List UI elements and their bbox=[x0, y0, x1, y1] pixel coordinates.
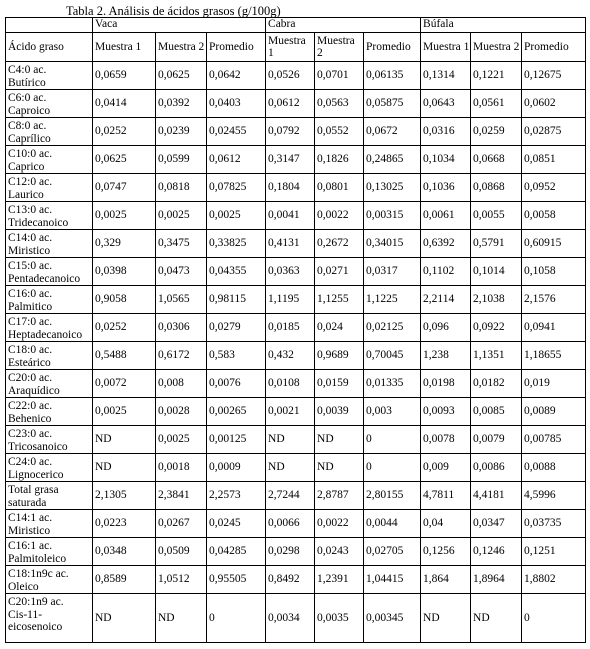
value-cell-bufala-promedio: 2,1576 bbox=[522, 286, 586, 314]
table-row bbox=[6, 90, 586, 118]
value-cell-bufala-promedio: 4,5996 bbox=[522, 482, 586, 510]
acid-name-line: C14:0 ac. bbox=[8, 232, 53, 244]
value-cell-bufala-muestra-1: 2,2114 bbox=[421, 286, 471, 314]
table-row bbox=[6, 426, 586, 454]
value-cell-bufala-muestra-2: 0,0561 bbox=[471, 90, 522, 118]
acid-name-line: C12:0 ac. bbox=[8, 176, 53, 188]
acid-name-line: C13:0 ac. bbox=[8, 204, 53, 216]
value-cell-cabra-muestra-2: 0,0701 bbox=[315, 62, 364, 90]
acid-name-line: C6:0 ac. bbox=[8, 92, 47, 104]
column-header-vaca-muestra-2: Muestra 2 bbox=[156, 33, 207, 62]
value-cell-cabra-promedio: 0,0317 bbox=[364, 258, 421, 286]
value-cell-vaca-promedio: 0,0025 bbox=[207, 202, 266, 230]
value-cell-cabra-muestra-1: 0,0034 bbox=[266, 594, 315, 643]
value-cell-bufala-muestra-1: 0,096 bbox=[421, 314, 471, 342]
value-cell-cabra-muestra-2: 0,0801 bbox=[315, 174, 364, 202]
acid-name-line: C22:0 ac. bbox=[8, 400, 53, 412]
value-cell-bufala-muestra-2: 0,0868 bbox=[471, 174, 522, 202]
value-cell-cabra-muestra-1: 0,4131 bbox=[266, 230, 315, 258]
value-cell-vaca-promedio: 0,98115 bbox=[207, 286, 266, 314]
table-row bbox=[6, 230, 586, 258]
group-header-cabra: Cabra bbox=[266, 18, 421, 33]
value-cell-bufala-muestra-2: 0,0347 bbox=[471, 510, 522, 538]
column-header-vaca-promedio: Promedio bbox=[207, 33, 266, 62]
acid-name-cell bbox=[6, 146, 93, 174]
acid-name-line: Behenico bbox=[8, 412, 52, 425]
acid-name-line: C20:1n9 ac. bbox=[8, 596, 64, 608]
acid-name-cell bbox=[6, 342, 93, 370]
value-cell-vaca-muestra-2: ND bbox=[156, 594, 207, 643]
acid-name-line: Palmitico bbox=[8, 300, 53, 313]
value-cell-vaca-muestra-1: ND bbox=[93, 594, 156, 643]
value-cell-vaca-muestra-2: 0,6172 bbox=[156, 342, 207, 370]
value-cell-bufala-promedio: 0,12675 bbox=[522, 62, 586, 90]
value-cell-bufala-promedio: 0,0088 bbox=[522, 454, 586, 482]
value-cell-cabra-muestra-2: 1,1255 bbox=[315, 286, 364, 314]
acid-name-line: Tridecanoico bbox=[8, 216, 69, 229]
acid-name-cell bbox=[6, 594, 93, 643]
value-cell-cabra-muestra-2: 0,0039 bbox=[315, 398, 364, 426]
acid-name-cell bbox=[6, 454, 93, 482]
value-cell-bufala-promedio: 0,60915 bbox=[522, 230, 586, 258]
value-cell-bufala-muestra-2: 2,1038 bbox=[471, 286, 522, 314]
value-cell-cabra-promedio: 0,00345 bbox=[364, 594, 421, 643]
value-cell-bufala-promedio: 0,0602 bbox=[522, 90, 586, 118]
table-row bbox=[6, 202, 586, 230]
value-cell-vaca-promedio: 0,00125 bbox=[207, 426, 266, 454]
value-cell-cabra-promedio: 1,1225 bbox=[364, 286, 421, 314]
value-cell-vaca-promedio: 0 bbox=[207, 594, 266, 643]
value-cell-bufala-muestra-2: 0,1246 bbox=[471, 538, 522, 566]
acid-name-line: Caprico bbox=[8, 160, 45, 173]
acid-name-line: Pentadecanoico bbox=[8, 272, 81, 285]
table-row bbox=[6, 258, 586, 286]
value-cell-cabra-promedio: 2,80155 bbox=[364, 482, 421, 510]
value-cell-bufala-muestra-1: 0,1256 bbox=[421, 538, 471, 566]
acid-name-cell bbox=[6, 118, 93, 146]
group-header-row bbox=[6, 18, 586, 33]
value-cell-vaca-muestra-1: 0,0223 bbox=[93, 510, 156, 538]
value-cell-cabra-promedio: 0,00315 bbox=[364, 202, 421, 230]
value-cell-cabra-muestra-1: 0,0298 bbox=[266, 538, 315, 566]
value-cell-cabra-promedio: 0 bbox=[364, 454, 421, 482]
value-cell-cabra-promedio: 0,70045 bbox=[364, 342, 421, 370]
value-cell-cabra-muestra-1: ND bbox=[266, 426, 315, 454]
acid-name-line: Laurico bbox=[8, 188, 44, 201]
column-header-cabra-muestra-2: Muestra 2 bbox=[315, 33, 364, 62]
value-cell-vaca-muestra-2: 0,008 bbox=[156, 370, 207, 398]
value-cell-vaca-promedio: 0,0403 bbox=[207, 90, 266, 118]
acid-name-cell bbox=[6, 202, 93, 230]
value-cell-cabra-muestra-2: 0,0271 bbox=[315, 258, 364, 286]
value-cell-cabra-muestra-2: 0,0159 bbox=[315, 370, 364, 398]
table-row bbox=[6, 538, 586, 566]
value-cell-vaca-muestra-1: 0,0348 bbox=[93, 538, 156, 566]
acid-name-line: C14:1 ac. bbox=[8, 512, 53, 524]
value-cell-vaca-muestra-1: 0,0252 bbox=[93, 118, 156, 146]
group-header-vaca: Vaca bbox=[93, 18, 266, 33]
value-cell-cabra-muestra-1: 0,0066 bbox=[266, 510, 315, 538]
acid-name-cell bbox=[6, 398, 93, 426]
acid-name-line: Oleico bbox=[8, 580, 39, 593]
value-cell-bufala-muestra-1: 0,0198 bbox=[421, 370, 471, 398]
acid-name-cell bbox=[6, 426, 93, 454]
value-cell-bufala-muestra-1: 0,1036 bbox=[421, 174, 471, 202]
acid-name-line: C17:0 ac. bbox=[8, 316, 53, 328]
acid-name-line: Butírico bbox=[8, 76, 46, 89]
value-cell-bufala-muestra-1: 0,0093 bbox=[421, 398, 471, 426]
column-header-acid: Ácido graso bbox=[6, 33, 93, 62]
table-row bbox=[6, 62, 586, 90]
value-cell-vaca-promedio: 0,0245 bbox=[207, 510, 266, 538]
value-cell-bufala-muestra-2: 0,0079 bbox=[471, 426, 522, 454]
value-cell-bufala-muestra-2: 4,4181 bbox=[471, 482, 522, 510]
table-row bbox=[6, 174, 586, 202]
value-cell-cabra-muestra-1: 0,8492 bbox=[266, 566, 315, 594]
table-row bbox=[6, 482, 586, 510]
acid-name-cell bbox=[6, 566, 93, 594]
value-cell-cabra-promedio: 0,24865 bbox=[364, 146, 421, 174]
value-cell-cabra-muestra-1: 0,0612 bbox=[266, 90, 315, 118]
group-header-empty-cell bbox=[6, 18, 93, 33]
value-cell-cabra-promedio: 0,02125 bbox=[364, 314, 421, 342]
value-cell-cabra-muestra-1: 0,1804 bbox=[266, 174, 315, 202]
value-cell-bufala-muestra-2: 0,5791 bbox=[471, 230, 522, 258]
value-cell-bufala-muestra-2: 0,1014 bbox=[471, 258, 522, 286]
value-cell-cabra-muestra-1: 0,0526 bbox=[266, 62, 315, 90]
acid-name-line: C20:0 ac. bbox=[8, 372, 53, 384]
value-cell-bufala-promedio: 0,1251 bbox=[522, 538, 586, 566]
value-cell-cabra-promedio: 1,04415 bbox=[364, 566, 421, 594]
value-cell-vaca-promedio: 0,04355 bbox=[207, 258, 266, 286]
value-cell-vaca-promedio: 0,00265 bbox=[207, 398, 266, 426]
value-cell-cabra-muestra-2: 0,0022 bbox=[315, 510, 364, 538]
acid-name-cell bbox=[6, 314, 93, 342]
value-cell-vaca-muestra-2: 0,0473 bbox=[156, 258, 207, 286]
value-cell-bufala-muestra-1: 0,0061 bbox=[421, 202, 471, 230]
value-cell-bufala-promedio: 0 bbox=[522, 594, 586, 643]
value-cell-vaca-muestra-2: 0,0025 bbox=[156, 202, 207, 230]
value-cell-cabra-muestra-2: 0,1826 bbox=[315, 146, 364, 174]
column-header-cabra-promedio: Promedio bbox=[364, 33, 421, 62]
value-cell-vaca-muestra-2: 0,0625 bbox=[156, 62, 207, 90]
value-cell-vaca-muestra-1: 0,0659 bbox=[93, 62, 156, 90]
acid-name-line: Tricosanoico bbox=[8, 440, 68, 453]
table-row bbox=[6, 510, 586, 538]
value-cell-bufala-promedio: 1,18655 bbox=[522, 342, 586, 370]
acid-name-cell bbox=[6, 286, 93, 314]
acid-name-line: Total grasa bbox=[8, 484, 59, 496]
value-cell-bufala-muestra-2: 0,0182 bbox=[471, 370, 522, 398]
value-cell-cabra-muestra-1: 0,0108 bbox=[266, 370, 315, 398]
value-cell-vaca-promedio: 0,33825 bbox=[207, 230, 266, 258]
value-cell-bufala-muestra-1: 0,009 bbox=[421, 454, 471, 482]
value-cell-bufala-muestra-2: 1,8964 bbox=[471, 566, 522, 594]
value-cell-cabra-muestra-1: 0,0792 bbox=[266, 118, 315, 146]
value-cell-vaca-muestra-1: 0,0072 bbox=[93, 370, 156, 398]
acid-name-line: C8:0 ac. bbox=[8, 120, 47, 132]
value-cell-vaca-muestra-2: 0,0818 bbox=[156, 174, 207, 202]
value-cell-cabra-promedio: 0,05875 bbox=[364, 90, 421, 118]
table-row bbox=[6, 566, 586, 594]
value-cell-cabra-promedio: 0,0672 bbox=[364, 118, 421, 146]
table-row bbox=[6, 454, 586, 482]
value-cell-bufala-muestra-1: 1,238 bbox=[421, 342, 471, 370]
acid-name-line: Esteárico bbox=[8, 356, 51, 369]
column-header-bufala-muestra-2: Muestra 2 bbox=[471, 33, 522, 62]
value-cell-vaca-promedio: 0,04285 bbox=[207, 538, 266, 566]
acid-name-line: eicosenoico bbox=[8, 621, 63, 633]
value-cell-cabra-muestra-1: 0,0363 bbox=[266, 258, 315, 286]
acid-name-line: Miristico bbox=[8, 524, 51, 537]
value-cell-cabra-muestra-1: ND bbox=[266, 454, 315, 482]
value-cell-vaca-muestra-2: 0,0306 bbox=[156, 314, 207, 342]
value-cell-cabra-muestra-2: 0,0035 bbox=[315, 594, 364, 643]
value-cell-cabra-muestra-1: 1,1195 bbox=[266, 286, 315, 314]
column-header-cabra-muestra-1: Muestra 1 bbox=[266, 33, 315, 62]
value-cell-vaca-muestra-2: 0,0509 bbox=[156, 538, 207, 566]
table-row bbox=[6, 370, 586, 398]
value-cell-vaca-promedio: 0,02455 bbox=[207, 118, 266, 146]
value-cell-bufala-promedio: 0,0851 bbox=[522, 146, 586, 174]
group-header-bufala: Búfala bbox=[421, 18, 586, 33]
acid-name-line: C4:0 ac. bbox=[8, 64, 47, 76]
acid-name-cell bbox=[6, 538, 93, 566]
value-cell-cabra-promedio: 0 bbox=[364, 426, 421, 454]
table-row bbox=[6, 146, 586, 174]
value-cell-vaca-muestra-2: 0,0392 bbox=[156, 90, 207, 118]
value-cell-bufala-promedio: 0,1058 bbox=[522, 258, 586, 286]
value-cell-vaca-muestra-1: 0,0747 bbox=[93, 174, 156, 202]
value-cell-vaca-promedio: 0,0279 bbox=[207, 314, 266, 342]
value-cell-cabra-muestra-1: 0,0021 bbox=[266, 398, 315, 426]
value-cell-cabra-muestra-2: 0,9689 bbox=[315, 342, 364, 370]
value-cell-bufala-muestra-2: 0,1221 bbox=[471, 62, 522, 90]
table-row bbox=[6, 594, 586, 643]
value-cell-bufala-promedio: 0,0058 bbox=[522, 202, 586, 230]
value-cell-cabra-muestra-1: 2,7244 bbox=[266, 482, 315, 510]
value-cell-vaca-muestra-2: 1,0512 bbox=[156, 566, 207, 594]
value-cell-vaca-muestra-1: 0,5488 bbox=[93, 342, 156, 370]
acid-name-line: C16:0 ac. bbox=[8, 288, 53, 300]
acid-name-line: C15:0 ac. bbox=[8, 260, 53, 272]
table-caption: Tabla 2. Análisis de ácidos grasos (g/100g) bbox=[66, 4, 281, 18]
acid-name-line: C10:0 ac. bbox=[8, 148, 53, 160]
value-cell-vaca-muestra-2: 0,0267 bbox=[156, 510, 207, 538]
column-header-bufala-muestra-1: Muestra 1 bbox=[421, 33, 471, 62]
value-cell-vaca-muestra-2: 0,0028 bbox=[156, 398, 207, 426]
value-cell-vaca-promedio: 2,2573 bbox=[207, 482, 266, 510]
value-cell-cabra-muestra-2: 0,0563 bbox=[315, 90, 364, 118]
acid-name-cell bbox=[6, 370, 93, 398]
value-cell-bufala-muestra-1: 0,0078 bbox=[421, 426, 471, 454]
value-cell-bufala-muestra-2: 0,0259 bbox=[471, 118, 522, 146]
acid-name-cell bbox=[6, 90, 93, 118]
acid-name-line: Araquídico bbox=[8, 384, 60, 397]
value-cell-bufala-muestra-2: 0,0922 bbox=[471, 314, 522, 342]
fatty-acid-table bbox=[5, 17, 586, 643]
acid-name-line: saturada bbox=[8, 496, 47, 509]
value-cell-bufala-muestra-2: ND bbox=[471, 594, 522, 643]
value-cell-vaca-muestra-2: 0,0599 bbox=[156, 146, 207, 174]
acid-name-line: Lignocerico bbox=[8, 468, 64, 481]
value-cell-cabra-promedio: 0,003 bbox=[364, 398, 421, 426]
value-cell-cabra-muestra-1: 0,0041 bbox=[266, 202, 315, 230]
value-cell-vaca-muestra-1: 2,1305 bbox=[93, 482, 156, 510]
value-cell-bufala-promedio: 0,019 bbox=[522, 370, 586, 398]
value-cell-cabra-muestra-2: 1,2391 bbox=[315, 566, 364, 594]
value-cell-cabra-muestra-2: 0,0022 bbox=[315, 202, 364, 230]
value-cell-cabra-muestra-1: 0,3147 bbox=[266, 146, 315, 174]
acid-name-line: Caprílico bbox=[8, 132, 51, 145]
column-header-bufala-promedio: Promedio bbox=[522, 33, 586, 62]
value-cell-bufala-promedio: 0,0952 bbox=[522, 174, 586, 202]
value-cell-vaca-muestra-2: 0,0025 bbox=[156, 426, 207, 454]
value-cell-cabra-muestra-2: ND bbox=[315, 454, 364, 482]
value-cell-cabra-promedio: 0,06135 bbox=[364, 62, 421, 90]
value-cell-vaca-promedio: 0,07825 bbox=[207, 174, 266, 202]
value-cell-cabra-promedio: 0,13025 bbox=[364, 174, 421, 202]
value-cell-bufala-promedio: 0,02875 bbox=[522, 118, 586, 146]
value-cell-vaca-muestra-2: 2,3841 bbox=[156, 482, 207, 510]
value-cell-cabra-muestra-1: 0,0185 bbox=[266, 314, 315, 342]
acid-name-line: C23:0 ac. bbox=[8, 428, 53, 440]
value-cell-vaca-muestra-1: 0,0025 bbox=[93, 202, 156, 230]
value-cell-bufala-muestra-1: 4,7811 bbox=[421, 482, 471, 510]
value-cell-vaca-muestra-1: 0,0252 bbox=[93, 314, 156, 342]
table-row bbox=[6, 314, 586, 342]
value-cell-vaca-promedio: 0,95505 bbox=[207, 566, 266, 594]
table-row bbox=[6, 118, 586, 146]
value-cell-cabra-muestra-2: 2,8787 bbox=[315, 482, 364, 510]
value-cell-vaca-muestra-1: 0,0398 bbox=[93, 258, 156, 286]
value-cell-bufala-muestra-1: ND bbox=[421, 594, 471, 643]
acid-name-line: Caproico bbox=[8, 104, 51, 117]
value-cell-vaca-promedio: 0,0076 bbox=[207, 370, 266, 398]
value-cell-bufala-muestra-1: 0,1314 bbox=[421, 62, 471, 90]
value-cell-vaca-muestra-1: 0,8589 bbox=[93, 566, 156, 594]
value-cell-bufala-promedio: 0,0089 bbox=[522, 398, 586, 426]
value-cell-bufala-muestra-1: 0,04 bbox=[421, 510, 471, 538]
acid-name-line: C18:1n9c ac. bbox=[8, 568, 69, 580]
value-cell-vaca-muestra-1: 0,0414 bbox=[93, 90, 156, 118]
value-cell-vaca-promedio: 0,583 bbox=[207, 342, 266, 370]
value-cell-bufala-promedio: 0,0941 bbox=[522, 314, 586, 342]
value-cell-bufala-muestra-1: 0,1034 bbox=[421, 146, 471, 174]
acid-name-cell bbox=[6, 258, 93, 286]
table-row bbox=[6, 286, 586, 314]
acid-name-line: C16:1 ac. bbox=[8, 540, 53, 552]
acid-name-line: Cis-11- bbox=[8, 608, 43, 621]
value-cell-cabra-muestra-2: 0,0552 bbox=[315, 118, 364, 146]
column-header-row bbox=[6, 33, 586, 62]
value-cell-bufala-muestra-1: 1,864 bbox=[421, 566, 471, 594]
acid-name-cell bbox=[6, 482, 93, 510]
value-cell-bufala-promedio: 0,00785 bbox=[522, 426, 586, 454]
value-cell-bufala-muestra-2: 0,0055 bbox=[471, 202, 522, 230]
value-cell-vaca-promedio: 0,0009 bbox=[207, 454, 266, 482]
acid-name-line: Palmitoleico bbox=[8, 552, 67, 565]
column-header-vaca-muestra-1: Muestra 1 bbox=[93, 33, 156, 62]
value-cell-bufala-muestra-2: 1,1351 bbox=[471, 342, 522, 370]
acid-name-cell bbox=[6, 230, 93, 258]
table-row bbox=[6, 342, 586, 370]
table-row bbox=[6, 398, 586, 426]
value-cell-bufala-promedio: 1,8802 bbox=[522, 566, 586, 594]
value-cell-cabra-muestra-1: 0,432 bbox=[266, 342, 315, 370]
value-cell-vaca-muestra-1: 0,9058 bbox=[93, 286, 156, 314]
value-cell-vaca-promedio: 0,0612 bbox=[207, 146, 266, 174]
acid-name-line: Miristico bbox=[8, 244, 51, 257]
value-cell-bufala-muestra-2: 0,0085 bbox=[471, 398, 522, 426]
value-cell-cabra-promedio: 0,02705 bbox=[364, 538, 421, 566]
value-cell-vaca-muestra-1: ND bbox=[93, 454, 156, 482]
value-cell-vaca-muestra-2: 0,3475 bbox=[156, 230, 207, 258]
acid-name-line: C18:0 ac. bbox=[8, 344, 53, 356]
value-cell-cabra-muestra-2: ND bbox=[315, 426, 364, 454]
value-cell-bufala-muestra-1: 0,0316 bbox=[421, 118, 471, 146]
value-cell-bufala-muestra-2: 0,0668 bbox=[471, 146, 522, 174]
value-cell-cabra-muestra-2: 0,024 bbox=[315, 314, 364, 342]
value-cell-vaca-muestra-2: 1,0565 bbox=[156, 286, 207, 314]
value-cell-vaca-muestra-1: 0,329 bbox=[93, 230, 156, 258]
value-cell-cabra-promedio: 0,34015 bbox=[364, 230, 421, 258]
acid-name-cell bbox=[6, 62, 93, 90]
value-cell-vaca-promedio: 0,0642 bbox=[207, 62, 266, 90]
value-cell-cabra-promedio: 0,0044 bbox=[364, 510, 421, 538]
value-cell-bufala-muestra-1: 0,6392 bbox=[421, 230, 471, 258]
value-cell-vaca-muestra-1: 0,0025 bbox=[93, 398, 156, 426]
acid-name-line: C24:0 ac. bbox=[8, 456, 53, 468]
acid-name-cell bbox=[6, 510, 93, 538]
value-cell-vaca-muestra-2: 0,0239 bbox=[156, 118, 207, 146]
value-cell-cabra-promedio: 0,01335 bbox=[364, 370, 421, 398]
value-cell-vaca-muestra-2: 0,0018 bbox=[156, 454, 207, 482]
value-cell-vaca-muestra-1: ND bbox=[93, 426, 156, 454]
value-cell-bufala-muestra-2: 0,0086 bbox=[471, 454, 522, 482]
value-cell-bufala-muestra-1: 0,1102 bbox=[421, 258, 471, 286]
value-cell-vaca-muestra-1: 0,0625 bbox=[93, 146, 156, 174]
acid-name-line: Heptadecanoico bbox=[8, 328, 83, 341]
value-cell-bufala-muestra-1: 0,0643 bbox=[421, 90, 471, 118]
acid-name-cell bbox=[6, 174, 93, 202]
value-cell-bufala-promedio: 0,03735 bbox=[522, 510, 586, 538]
value-cell-cabra-muestra-2: 0,0243 bbox=[315, 538, 364, 566]
value-cell-cabra-muestra-2: 0,2672 bbox=[315, 230, 364, 258]
